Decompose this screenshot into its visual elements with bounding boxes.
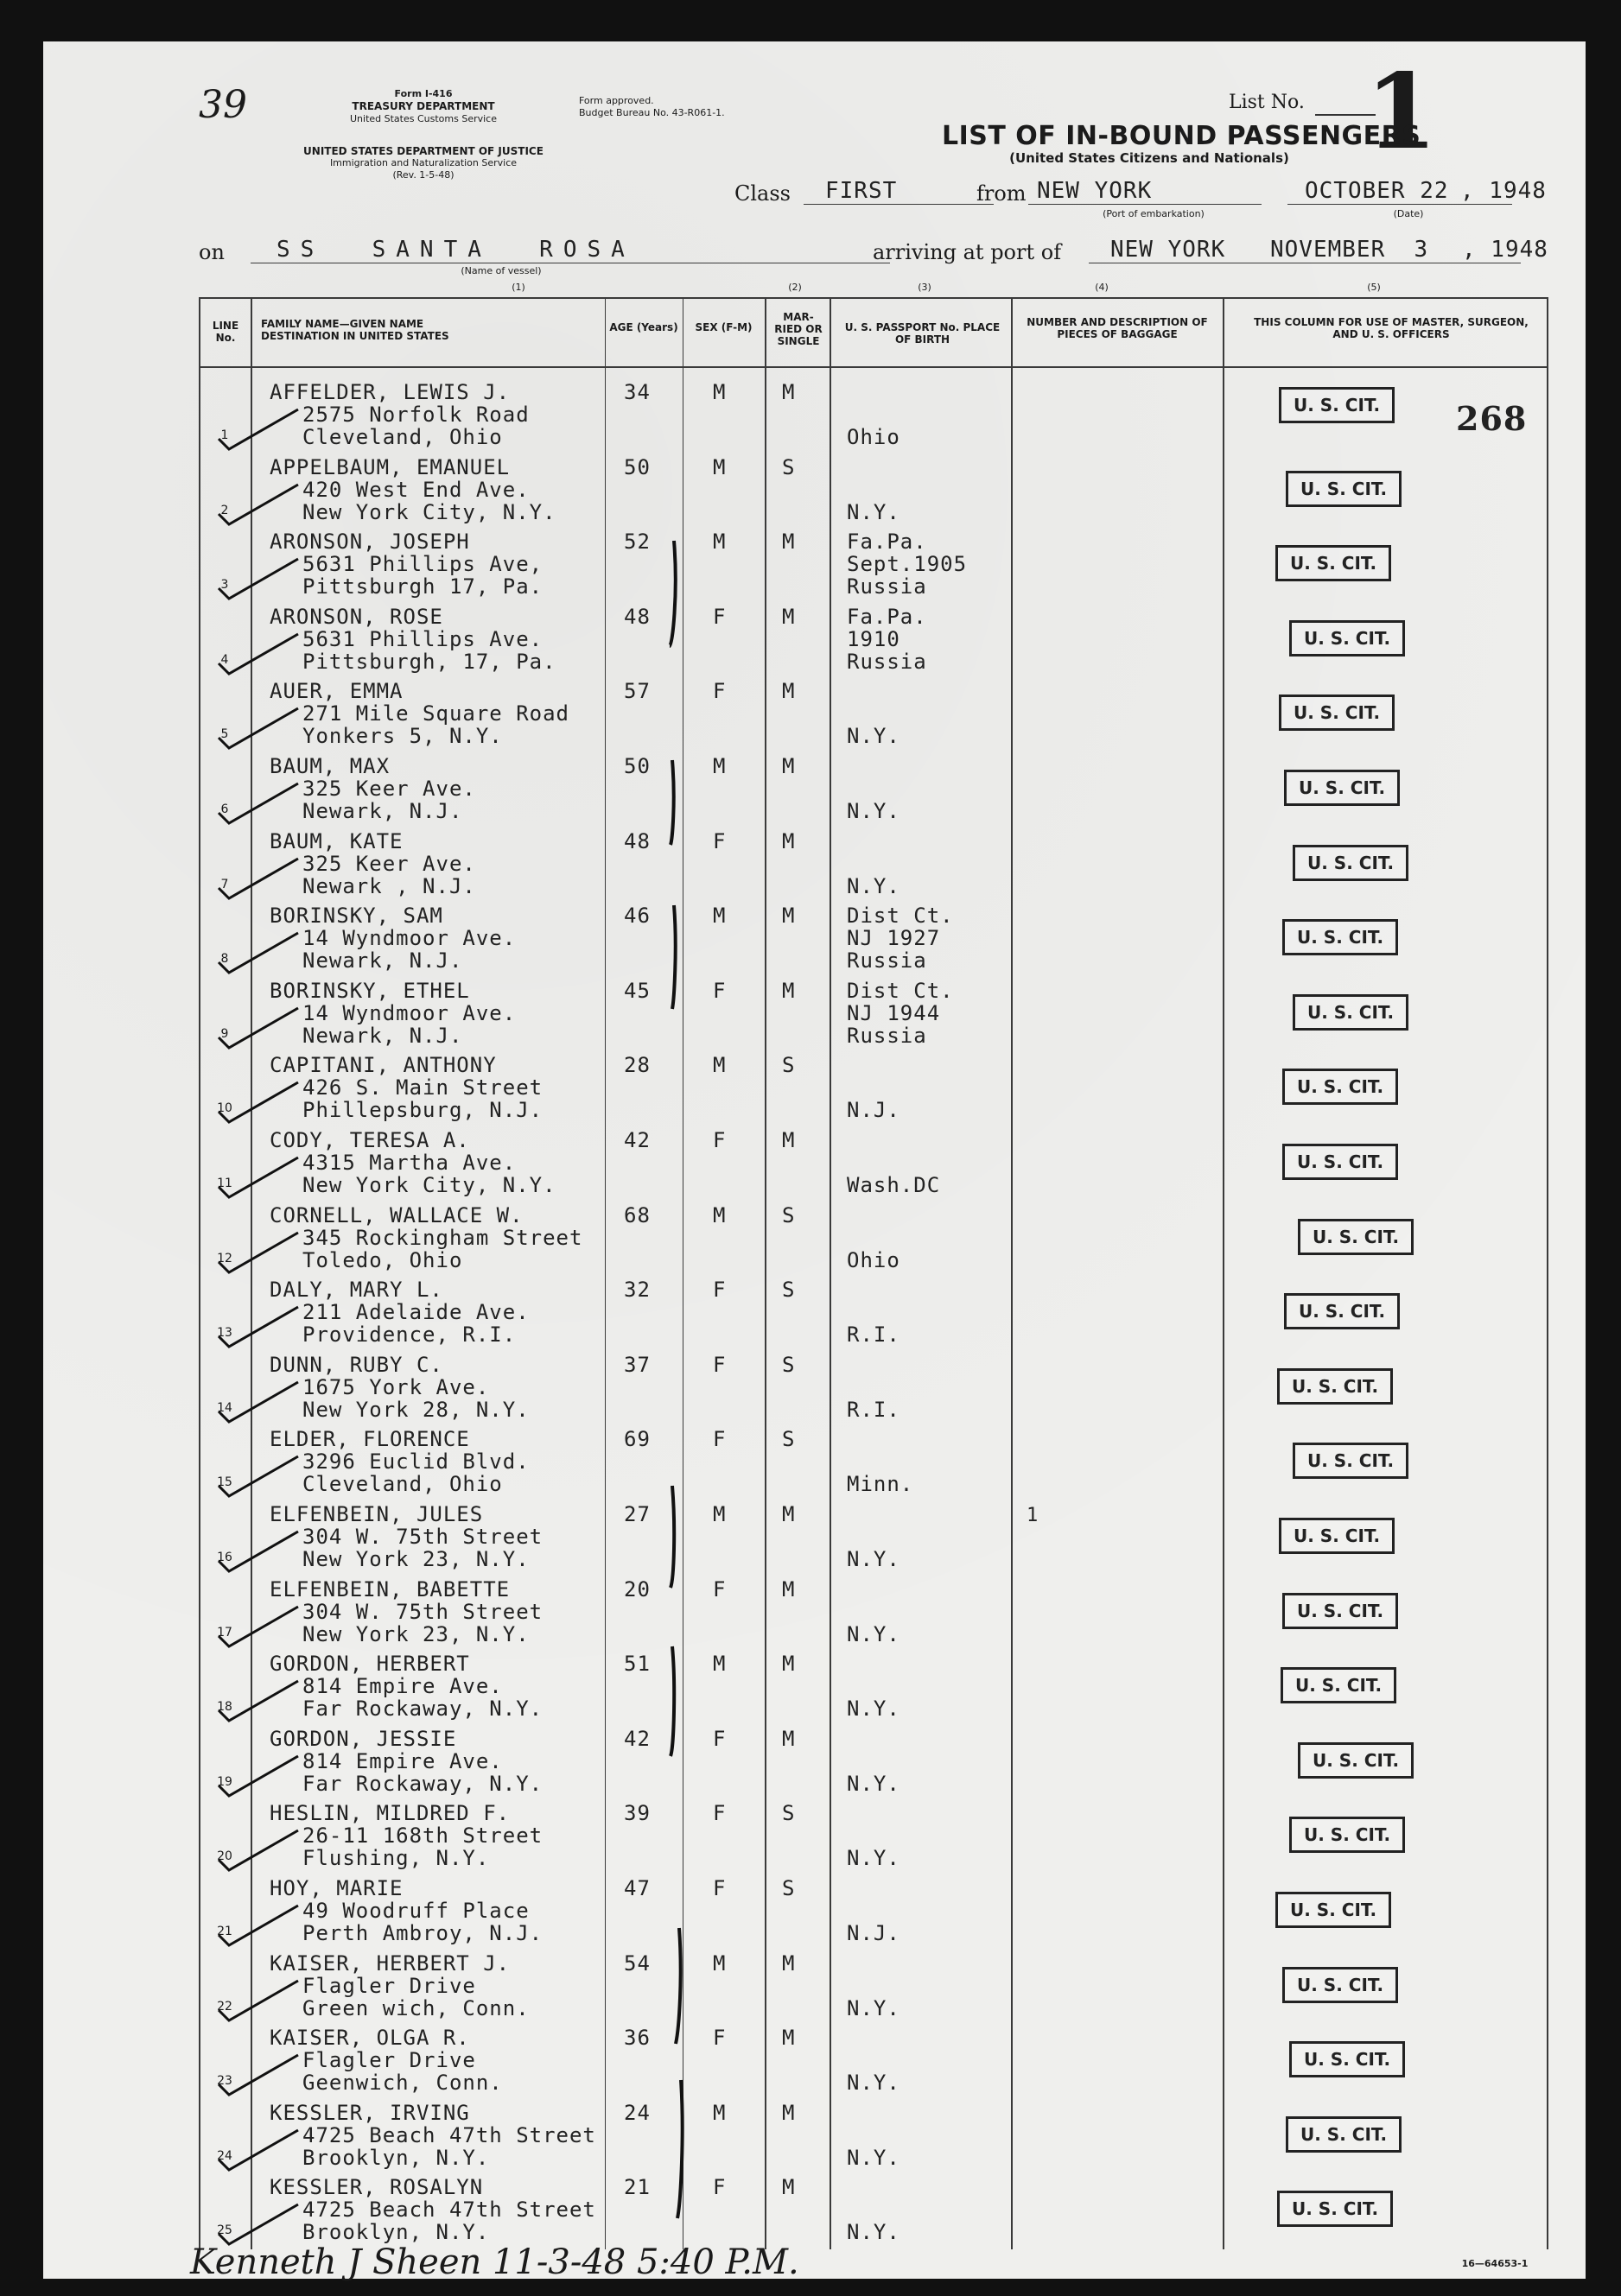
address-city: Newark, N.J.	[302, 1023, 463, 1048]
place-of-birth: N.Y.	[847, 724, 900, 749]
departure-date: OCTOBER 22	[1305, 178, 1449, 204]
marital-status: M	[782, 1950, 796, 1976]
sex-value: F	[713, 1352, 727, 1377]
departure-year: , 1948	[1460, 178, 1547, 204]
address-city: Far Rockaway, N.Y.	[302, 1697, 544, 1722]
handwritten-page-number: 39	[199, 83, 247, 127]
address-street: 325 Keer Ave.	[302, 777, 476, 801]
sex-value: F	[713, 828, 727, 853]
address-street: 814 Empire Ave.	[302, 1674, 503, 1699]
print-code: 16—64653-1	[1461, 2258, 1529, 2269]
place-of-birth: Wash.DC	[847, 1173, 941, 1197]
from-label: from	[976, 181, 1027, 206]
passenger-name: KAISER, HERBERT J.	[270, 1950, 511, 1976]
col-number-3: (3)	[918, 282, 931, 293]
age-value: 27	[624, 1502, 651, 1526]
address-street: 426 S. Main Street	[302, 1075, 544, 1100]
us-citizen-stamp: U. S. CIT.	[1286, 471, 1402, 507]
address-city: Phillepsburg, N.J.	[302, 1098, 544, 1123]
port-embarkation-caption: (Port of embarkation)	[1103, 208, 1205, 219]
line-number: 19	[217, 1774, 232, 1789]
sex-value: F	[713, 1876, 727, 1900]
col-number-5: (5)	[1367, 282, 1381, 293]
line-number: 4	[220, 652, 229, 667]
line-number: 14	[217, 1400, 232, 1415]
place-of-birth: N.Y.	[847, 2220, 900, 2245]
header-name: FAMILY NAME—GIVEN NAME DESTINATION IN UNITED STATES	[261, 318, 449, 342]
marital-status: S	[782, 454, 796, 479]
address-city: Newark, N.J.	[302, 799, 463, 823]
sex-value: F	[713, 2026, 727, 2051]
address-street: 271 Mile Square Road	[302, 701, 569, 726]
marital-status: M	[782, 1502, 796, 1526]
passenger-name: APPELBAUM, EMANUEL	[270, 454, 511, 479]
arrival-port: NEW YORK	[1110, 237, 1226, 263]
marital-status: M	[782, 1128, 796, 1152]
us-citizen-stamp: U. S. CIT.	[1275, 545, 1391, 581]
age-value: 45	[624, 978, 651, 1003]
bracket-mark	[676, 1928, 681, 2044]
officer-signature: Kenneth J Sheen 11-3-48 5:40 P.M.	[190, 2242, 799, 2282]
list-no-value: 1	[1365, 51, 1438, 173]
line-number: 12	[217, 1251, 232, 1265]
bracket-mark	[671, 1486, 674, 1588]
marital-status: M	[782, 904, 796, 929]
passport-line-2: Sept.1905	[847, 552, 968, 577]
form-number: Form I-416	[394, 88, 453, 99]
passenger-name: DALY, MARY L.	[270, 1278, 443, 1303]
place-of-birth: N.Y.	[847, 2071, 900, 2096]
passenger-name: BAUM, MAX	[270, 754, 391, 778]
treasury-department: TREASURY DEPARTMENT	[352, 100, 495, 112]
age-value: 24	[624, 2100, 651, 2125]
address-city: Providence, R.I.	[302, 1322, 517, 1348]
department-of-justice: UNITED STATES DEPARTMENT OF JUSTICE	[303, 145, 544, 157]
passenger-name: KAISER, OLGA R.	[270, 2026, 470, 2051]
line-number: 5	[220, 727, 229, 742]
sex-value: F	[713, 2175, 727, 2200]
sex-value: M	[713, 1053, 727, 1078]
class-label: Class	[734, 181, 791, 206]
address-street: Flagler Drive	[302, 1973, 476, 1998]
vessel-name: SS SANTA ROSA	[277, 237, 635, 263]
sex-value: F	[713, 1427, 727, 1452]
address-street: 2575 Norfolk Road	[302, 403, 530, 427]
place-of-birth: N.Y.	[847, 1547, 900, 1571]
age-value: 68	[624, 1202, 651, 1227]
address-city: New York 23, N.Y.	[302, 1621, 530, 1646]
bracket-mark	[672, 905, 676, 1009]
us-citizen-stamp: U. S. CIT.	[1293, 845, 1408, 881]
sex-value: F	[713, 604, 727, 629]
passenger-name: BORINSKY, SAM	[270, 904, 443, 929]
place-of-birth: N.Y.	[847, 1697, 900, 1722]
us-citizen-stamp: U. S. CIT.	[1281, 1667, 1396, 1703]
age-value: 39	[624, 1801, 651, 1826]
age-value: 34	[624, 380, 651, 404]
place-of-birth: N.Y.	[847, 2145, 900, 2170]
us-citizen-stamp: U. S. CIT.	[1289, 620, 1405, 656]
us-citizen-stamp: U. S. CIT.	[1279, 1518, 1395, 1554]
place-of-birth: N.J.	[847, 1921, 900, 1945]
header-line-no: LINE No.	[212, 320, 239, 344]
ins-service: Immigration and Naturalization Service	[329, 157, 518, 168]
place-of-birth: N.Y.	[847, 1621, 900, 1646]
age-value: 28	[624, 1053, 651, 1078]
document-title: LIST OF IN-BOUND PASSENGERS	[942, 121, 1421, 151]
age-value: 32	[624, 1278, 651, 1303]
sex-value: M	[713, 2100, 727, 2125]
list-no-label: List No.	[1229, 92, 1305, 113]
address-street: 814 Empire Ave.	[302, 1748, 503, 1773]
line-number: 7	[220, 877, 229, 891]
class-value: FIRST	[825, 178, 898, 204]
age-value: 42	[624, 1128, 651, 1152]
place-of-birth: Russia	[847, 574, 927, 599]
passenger-name: CODY, TERESA A.	[270, 1128, 470, 1152]
address-city: Pittsburgh, 17, Pa.	[302, 649, 556, 674]
us-citizen-stamp: U. S. CIT.	[1284, 1293, 1400, 1329]
passenger-name: HOY, MARIE	[270, 1876, 404, 1900]
age-value: 36	[624, 2026, 651, 2051]
header-passport: U. S. PASSPORT No. PLACE OF BIRTH	[844, 321, 1001, 346]
address-street: 4725 Beach 47th Street	[302, 2198, 596, 2223]
marital-status: M	[782, 1652, 796, 1677]
passport-line-2: NJ 1944	[847, 1000, 941, 1025]
age-value: 37	[624, 1352, 651, 1377]
address-street: 304 W. 75th Street	[302, 1599, 544, 1624]
place-of-birth: N.Y.	[847, 873, 900, 898]
arrival-date: NOVEMBER 3	[1270, 237, 1429, 263]
sex-value: F	[713, 1726, 727, 1751]
marital-status: S	[782, 1427, 796, 1452]
line-number: 8	[220, 952, 229, 967]
age-value: 52	[624, 530, 651, 555]
place-of-birth: N.Y.	[847, 1846, 900, 1871]
bracket-mark	[670, 541, 676, 646]
passenger-name: GORDON, HERBERT	[270, 1652, 470, 1677]
address-city: Toledo, Ohio	[302, 1247, 463, 1272]
address-city: New York 23, N.Y.	[302, 1547, 530, 1571]
sex-value: M	[713, 904, 727, 929]
place-of-birth: Russia	[847, 1023, 927, 1048]
place-of-birth: Russia	[847, 649, 927, 674]
officer-count: 268	[1456, 399, 1528, 438]
passenger-name: BAUM, KATE	[270, 828, 404, 853]
line-number: 9	[220, 1026, 229, 1041]
address-street: 4725 Beach 47th Street	[302, 2122, 596, 2147]
vessel-caption: (Name of vessel)	[461, 265, 542, 276]
arriving-label: arriving at port of	[873, 240, 1062, 264]
address-street: 14 Wyndmoor Ave.	[302, 926, 517, 951]
place-of-birth: N.Y.	[847, 1771, 900, 1796]
address-city: Far Rockaway, N.Y.	[302, 1771, 544, 1796]
line-number: 22	[217, 1999, 232, 2014]
age-value: 42	[624, 1726, 651, 1751]
age-value: 69	[624, 1427, 651, 1452]
col-number-4: (4)	[1095, 282, 1109, 293]
place-of-birth: N.Y.	[847, 799, 900, 823]
place-of-birth: N.J.	[847, 1098, 900, 1123]
passenger-name: ARONSON, ROSE	[270, 604, 443, 629]
us-citizen-stamp: U. S. CIT.	[1279, 695, 1395, 731]
us-citizen-stamp: U. S. CIT.	[1284, 770, 1400, 806]
us-citizen-stamp: U. S. CIT.	[1279, 387, 1395, 423]
passenger-name: AUER, EMMA	[270, 679, 404, 704]
us-citizen-stamp: U. S. CIT.	[1289, 1817, 1405, 1853]
address-city: New York City, N.Y.	[302, 1173, 556, 1197]
address-city: Cleveland, Ohio	[302, 1472, 503, 1497]
us-citizen-stamp: U. S. CIT.	[1289, 2041, 1405, 2077]
col-number-2: (2)	[788, 282, 802, 293]
on-label: on	[199, 240, 225, 264]
address-street: 49 Woodruff Place	[302, 1899, 530, 1923]
address-street: 1675 York Ave.	[302, 1374, 490, 1399]
age-value: 54	[624, 1950, 651, 1976]
age-value: 51	[624, 1652, 651, 1677]
budget-bureau: Budget Bureau No. 43-R061-1.	[579, 107, 725, 118]
line-number: 18	[217, 1700, 232, 1715]
header-age: AGE (Years)	[609, 321, 678, 333]
baggage-mark: 1	[1027, 1505, 1039, 1526]
address-street: 304 W. 75th Street	[302, 1525, 544, 1549]
marital-status: S	[782, 1801, 796, 1826]
marital-status: M	[782, 380, 796, 404]
place-of-birth: R.I.	[847, 1397, 900, 1422]
passport-line-1: Fa.Pa.	[847, 530, 927, 555]
header-sex: SEX (F-M)	[695, 321, 753, 333]
us-citizen-stamp: U. S. CIT.	[1293, 1443, 1408, 1479]
marital-status: M	[782, 530, 796, 555]
address-city: Brooklyn, N.Y.	[302, 2220, 490, 2245]
marital-status: M	[782, 1576, 796, 1601]
passenger-name: KESSLER, ROSALYN	[270, 2175, 484, 2200]
passport-line-1: Dist Ct.	[847, 978, 954, 1003]
us-citizen-stamp: U. S. CIT.	[1277, 1368, 1393, 1405]
line-number: 3	[220, 578, 229, 593]
us-citizen-stamp: U. S. CIT.	[1282, 1144, 1398, 1180]
form-approved: Form approved.	[579, 95, 654, 106]
place-of-birth: Minn.	[847, 1472, 914, 1497]
marital-status: S	[782, 1202, 796, 1227]
line-number: 16	[217, 1551, 232, 1564]
address-city: Newark , N.J.	[302, 873, 476, 898]
address-city: Flushing, N.Y.	[302, 1846, 490, 1871]
place-of-birth: N.Y.	[847, 499, 900, 524]
address-street: Flagler Drive	[302, 2048, 476, 2073]
age-value: 48	[624, 604, 651, 629]
passport-line-2: 1910	[847, 626, 900, 651]
place-of-birth: Russia	[847, 948, 927, 974]
bracket-marks	[43, 41, 1586, 2279]
passport-line-1: Dist Ct.	[847, 904, 954, 929]
age-value: 50	[624, 754, 651, 778]
sex-value: F	[713, 978, 727, 1003]
marital-status: M	[782, 1726, 796, 1751]
address-city: New York 28, N.Y.	[302, 1397, 530, 1422]
sex-value: F	[713, 1801, 727, 1826]
from-value: NEW YORK	[1037, 178, 1153, 204]
line-number: 20	[217, 1849, 232, 1864]
address-city: Cleveland, Ohio	[302, 425, 503, 449]
address-street: 4315 Martha Ave.	[302, 1151, 517, 1175]
passenger-name: CAPITANI, ANTHONY	[270, 1053, 497, 1078]
address-street: 211 Adelaide Ave.	[302, 1300, 530, 1325]
us-citizen-stamp: U. S. CIT.	[1298, 1742, 1414, 1779]
sex-value: F	[713, 1128, 727, 1152]
passenger-name: KESSLER, IRVING	[270, 2100, 470, 2125]
sex-value: M	[713, 1950, 727, 1976]
us-citizen-stamp: U. S. CIT.	[1286, 2116, 1402, 2153]
us-citizen-stamp: U. S. CIT.	[1277, 2191, 1393, 2227]
age-value: 21	[624, 2175, 651, 2200]
line-number: 24	[217, 2148, 232, 2163]
us-citizen-stamp: U. S. CIT.	[1282, 919, 1398, 955]
passenger-name: AFFELDER, LEWIS J.	[270, 380, 511, 404]
col-number-1: (1)	[512, 282, 525, 293]
sex-value: M	[713, 454, 727, 479]
us-citizen-stamp: U. S. CIT.	[1298, 1219, 1414, 1255]
passenger-name: GORDON, JESSIE	[270, 1726, 457, 1751]
bracket-mark	[671, 1646, 674, 1756]
place-of-birth: R.I.	[847, 1322, 900, 1348]
date-caption: (Date)	[1393, 208, 1424, 219]
age-value: 46	[624, 904, 651, 929]
sex-value: F	[713, 679, 727, 704]
marital-status: M	[782, 604, 796, 629]
sex-value: M	[713, 1652, 727, 1677]
line-number: 17	[217, 1625, 232, 1640]
bracket-mark	[671, 760, 674, 845]
passport-line-1: Fa.Pa.	[847, 604, 927, 629]
sex-value: M	[713, 1502, 727, 1526]
marital-status: M	[782, 978, 796, 1003]
marital-status: S	[782, 1352, 796, 1377]
header-baggage: NUMBER AND DESCRIPTION OF PIECES OF BAGGAGE	[1027, 316, 1208, 340]
line-number: 1	[220, 428, 229, 442]
address-street: 325 Keer Ave.	[302, 851, 476, 876]
age-value: 47	[624, 1876, 651, 1900]
sex-value: M	[713, 530, 727, 555]
customs-service: United States Customs Service	[349, 113, 497, 124]
address-city: Brooklyn, N.Y.	[302, 2145, 490, 2170]
passenger-name: ELFENBEIN, BABETTE	[270, 1576, 511, 1601]
manifest-sheet	[43, 41, 1586, 2282]
line-number: 11	[217, 1177, 232, 1190]
address-street: 14 Wyndmoor Ave.	[302, 1000, 517, 1025]
arrival-year: , 1948	[1462, 237, 1548, 263]
us-citizen-stamp: U. S. CIT.	[1293, 994, 1408, 1031]
age-value: 48	[624, 828, 651, 853]
passenger-name: ELFENBEIN, JULES	[270, 1502, 484, 1526]
line-number: 23	[217, 2074, 232, 2089]
bracket-mark	[677, 2080, 683, 2218]
age-value: 20	[624, 1576, 651, 1601]
passenger-name: ARONSON, JOSEPH	[270, 530, 470, 555]
address-street: 345 Rockingham Street	[302, 1225, 583, 1250]
passenger-name: ELDER, FLORENCE	[270, 1427, 470, 1452]
passenger-name: DUNN, RUBY C.	[270, 1352, 443, 1377]
line-number: 2	[220, 503, 229, 517]
header-married: MAR-RIED OR SINGLE	[774, 311, 823, 347]
line-number: 13	[217, 1326, 232, 1341]
marital-status: M	[782, 679, 796, 704]
marital-status: S	[782, 1278, 796, 1303]
address-street: 420 West End Ave.	[302, 477, 530, 502]
passenger-name: BORINSKY, ETHEL	[270, 978, 470, 1003]
address-city: New York City, N.Y.	[302, 499, 556, 524]
us-citizen-stamp: U. S. CIT.	[1282, 1593, 1398, 1629]
marital-status: M	[782, 828, 796, 853]
address-street: 5631 Phillips Ave,	[302, 552, 544, 577]
sex-value: M	[713, 754, 727, 778]
marital-status: S	[782, 1053, 796, 1078]
document-subtitle: (United States Citizens and Nationals)	[1009, 150, 1289, 166]
address-city: Newark, N.J.	[302, 948, 463, 974]
line-number: 21	[217, 1925, 232, 1938]
address-street: 3296 Euclid Blvd.	[302, 1449, 530, 1475]
age-value: 50	[624, 454, 651, 479]
sex-value: F	[713, 1576, 727, 1601]
marital-status: M	[782, 2100, 796, 2125]
marital-status: M	[782, 754, 796, 778]
address-city: Yonkers 5, N.Y.	[302, 724, 503, 749]
marital-status: M	[782, 2175, 796, 2200]
passenger-name: CORNELL, WALLACE W.	[270, 1202, 524, 1227]
line-number: 10	[217, 1101, 232, 1116]
address-city: Perth Ambroy, N.J.	[302, 1921, 544, 1945]
place-of-birth: Ohio	[847, 425, 900, 449]
address-street: 26-11 168th Street	[302, 1823, 544, 1849]
address-street: 5631 Phillips Ave.	[302, 626, 544, 651]
us-citizen-stamp: U. S. CIT.	[1275, 1892, 1391, 1928]
marital-status: S	[782, 1876, 796, 1900]
passenger-name: HESLIN, MILDRED F.	[270, 1801, 511, 1826]
address-city: Green wich, Conn.	[302, 1995, 530, 2020]
place-of-birth: Ohio	[847, 1247, 900, 1272]
line-number: 15	[217, 1475, 232, 1490]
sex-value: F	[713, 1278, 727, 1303]
us-citizen-stamp: U. S. CIT.	[1282, 1967, 1398, 2003]
address-city: Geenwich, Conn.	[302, 2071, 503, 2096]
header-officers: THIS COLUMN FOR USE OF MASTER, SURGEON, AND U. S. OFFICERS	[1254, 316, 1529, 340]
line-number: 6	[220, 802, 229, 816]
age-value: 57	[624, 679, 651, 704]
passport-line-2: NJ 1927	[847, 926, 941, 951]
sex-value: M	[713, 1202, 727, 1227]
place-of-birth: N.Y.	[847, 1995, 900, 2020]
sex-value: M	[713, 380, 727, 404]
us-citizen-stamp: U. S. CIT.	[1282, 1069, 1398, 1105]
marital-status: M	[782, 2026, 796, 2051]
address-city: Pittsburgh 17, Pa.	[302, 574, 544, 599]
revision: (Rev. 1-5-48)	[392, 169, 455, 181]
line-number: 25	[217, 2223, 232, 2238]
